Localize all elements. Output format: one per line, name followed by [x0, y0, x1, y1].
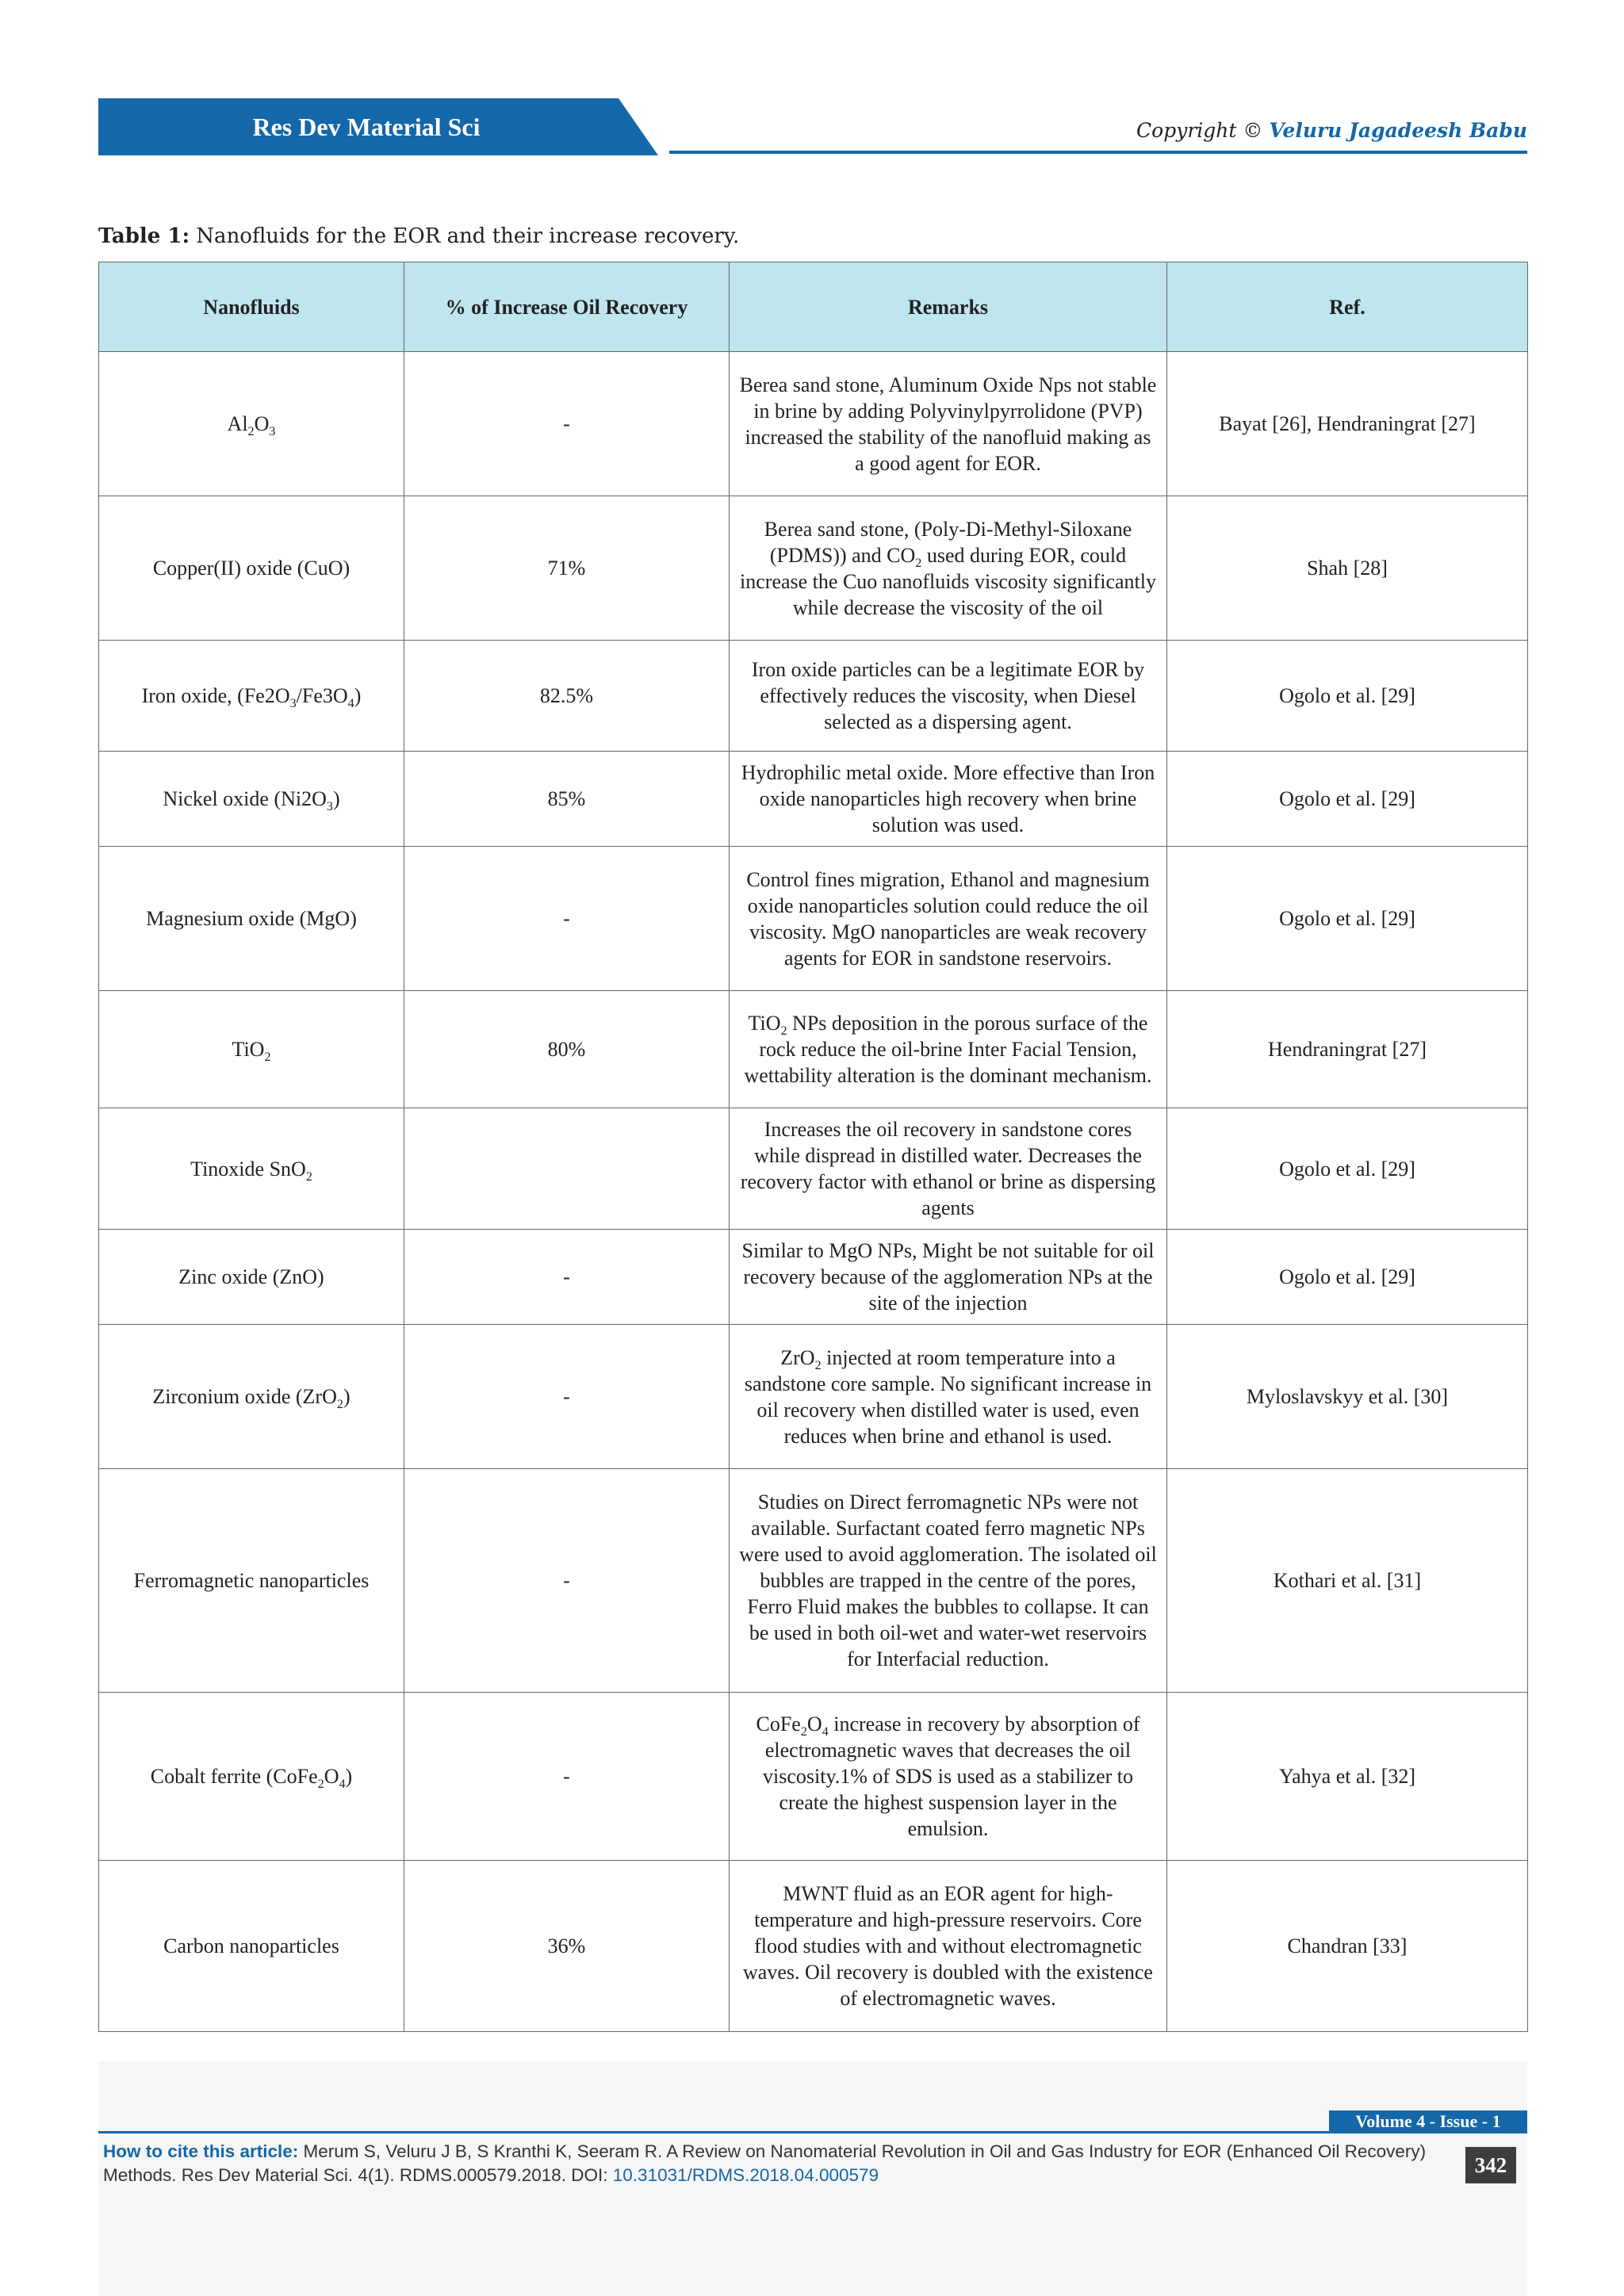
text-segment: Magnesium oxide (MgO)	[146, 907, 357, 930]
ref-cell	[1167, 1693, 1528, 1861]
table-caption	[98, 224, 739, 248]
subscript: 2	[915, 556, 922, 570]
table-row	[99, 752, 1528, 847]
copyright-prefix: Copyright ©	[1136, 119, 1270, 142]
cell-text: Hendraningrat [27]	[1268, 1038, 1427, 1061]
cell-text: Ogolo et al. [29]	[1279, 684, 1415, 707]
cell-text: -	[563, 907, 570, 930]
recovery-cell	[404, 991, 730, 1108]
subscript: 2	[780, 1024, 787, 1039]
nanofluids-table	[98, 262, 1528, 2032]
table-row	[99, 1230, 1528, 1325]
header-ref: Ref.	[1167, 262, 1528, 352]
recovery-cell	[404, 1693, 730, 1861]
nanofluid-cell	[99, 752, 404, 847]
text-segment: )	[354, 684, 362, 707]
text-segment: )	[345, 1765, 353, 1788]
remarks-cell	[730, 1469, 1167, 1693]
subscript: 2	[336, 1398, 343, 1412]
table-row	[99, 1325, 1528, 1469]
header-nanofluids: Nanofluids	[99, 262, 404, 352]
nanofluid-cell	[99, 496, 404, 641]
cell-text: -	[563, 1385, 570, 1408]
footer-rule	[98, 2131, 1527, 2133]
text-segment: Control fines migration, Ethanol and magnesium oxide nanoparticles solution could reduce the oil viscosity. MgO nanoparticles are weak recovery agents for EOR in sandstone reservoirs.	[746, 867, 1150, 970]
cell-text: -	[563, 412, 570, 435]
recovery-cell	[404, 1325, 730, 1469]
ref-cell	[1167, 1325, 1528, 1469]
text-segment: NPs deposition in the porous surface of the rock reduce the oil-brine Inter Facial Tension, wettability alteration is the dominant mechanism.	[744, 1012, 1152, 1087]
text-segment: Iron oxide, (Fe2O	[141, 684, 290, 707]
text-segment: increase in recovery by absorption of electromagnetic waves that decreases the oil viscosity.1% of SDS is used as a stabilizer to create the highest suspension layer in the emulsion.	[763, 1712, 1140, 1840]
remarks-cell	[730, 847, 1167, 991]
nanofluid-cell	[99, 1230, 404, 1325]
text-segment: ZrO	[780, 1345, 815, 1369]
text-segment: MWNT fluid as an EOR agent for high-temperature and high-pressure reservoirs. Core flood studies with and without electromagnetic waves. Oil recovery is doubled with the existence of electromagnetic waves.	[743, 1882, 1153, 2010]
cell-text: 36%	[547, 1934, 586, 1957]
caption-label: Table 1:	[98, 224, 190, 248]
nanofluid-cell	[99, 1861, 404, 2032]
subscript: 4	[347, 697, 354, 711]
ref-cell	[1167, 352, 1528, 496]
nanofluid-cell	[99, 1693, 404, 1861]
text-segment: Studies on Direct ferromagnetic NPs were not available. Surfactant coated ferro magnetic NPs were used to avoid agglomeration. The isolated oil bubbles are trapped in the centre of the pores, Ferro Fluid makes the bubbles to collapse. It can be used in both oil-wet and water-wet reservoirs for Interfacial reduction.	[739, 1490, 1157, 1670]
citation-text: Merum S, Veluru J B, S Kranthi K, Seeram R. A Review on Nanomaterial Revolution in Oil and Gas Industry for EOR (Enhanced Oil Recovery) Methods. Res Dev Material Sci. 4(1). RDMS.000579.2018. DOI:	[103, 2141, 1427, 2185]
nanofluid-cell	[99, 1325, 404, 1469]
table-header	[99, 262, 1528, 352]
text-segment: O	[324, 1765, 339, 1788]
text-segment: TiO	[232, 1038, 265, 1061]
ref-cell	[1167, 991, 1528, 1108]
header-recovery: % of Increase Oil Recovery	[404, 262, 730, 352]
nanofluid-cell	[99, 1469, 404, 1693]
cell-text: Chandran [33]	[1287, 1934, 1408, 1957]
remarks-cell	[730, 1693, 1167, 1861]
ref-cell	[1167, 641, 1528, 752]
recovery-cell	[404, 1108, 730, 1230]
subscript: 2	[317, 1777, 324, 1792]
text-segment: /Fe3O	[296, 684, 348, 707]
table-row	[99, 496, 1528, 641]
cell-text: Ogolo et al. [29]	[1279, 1157, 1415, 1181]
subscript: 3	[269, 425, 276, 439]
nanofluid-cell	[99, 641, 404, 752]
table-row	[99, 847, 1528, 991]
header-row	[99, 262, 1528, 352]
ref-cell	[1167, 496, 1528, 641]
recovery-cell	[404, 847, 730, 991]
text-segment: Hydrophilic metal oxide. More effective than Iron oxide nanoparticles high recovery when brine solution was used.	[741, 761, 1155, 836]
cell-text: -	[563, 1265, 570, 1288]
page-number: 342	[1465, 2147, 1516, 2183]
cell-text: 80%	[547, 1038, 586, 1061]
table-row	[99, 641, 1528, 752]
recovery-cell	[404, 1861, 730, 2032]
subscript: 3	[289, 697, 297, 711]
table-row	[99, 1108, 1528, 1230]
cell-text: 85%	[547, 787, 586, 810]
text-segment: Cobalt ferrite (CoFe	[150, 1765, 318, 1788]
recovery-cell	[404, 1469, 730, 1693]
recovery-cell	[404, 752, 730, 847]
recovery-cell	[404, 1230, 730, 1325]
subscript: 4	[339, 1777, 346, 1792]
header-rule	[669, 151, 1527, 154]
subscript: 2	[305, 1169, 312, 1184]
citation	[103, 2140, 1451, 2187]
remarks-cell	[730, 1861, 1167, 2032]
text-segment: O	[806, 1712, 822, 1735]
remarks-cell	[730, 1230, 1167, 1325]
remarks-cell	[730, 641, 1167, 752]
volume-badge: Volume 4 - Issue - 1	[1329, 2110, 1527, 2133]
ref-cell	[1167, 1230, 1528, 1325]
text-segment: )	[343, 1385, 350, 1408]
cell-text: -	[563, 1569, 570, 1592]
doi-link[interactable]: 10.31031/RDMS.2018.04.000579	[612, 2165, 879, 2185]
remarks-cell	[730, 991, 1167, 1108]
text-segment: Nickel oxide (Ni2O	[163, 787, 327, 810]
text-segment: used during EOR, could increase the Cuo nanofluids viscosity significantly while decrease the viscosity of the oil	[740, 543, 1156, 619]
cell-text: Ogolo et al. [29]	[1279, 907, 1415, 930]
subscript: 2	[814, 1358, 822, 1372]
text-segment: Similar to MgO NPs, Might be not suitable for oil recovery because of the agglomeration NPs at the site of the injection	[741, 1239, 1155, 1314]
text-segment: Al	[227, 412, 248, 435]
subscript: 2	[264, 1050, 271, 1065]
journal-name: Res Dev Material Sci	[252, 113, 481, 141]
remarks-cell	[730, 1325, 1167, 1469]
cell-text: Kothari et al. [31]	[1273, 1569, 1422, 1592]
ref-cell	[1167, 1108, 1528, 1230]
cell-text: Bayat [26], Hendraningrat [27]	[1219, 412, 1476, 435]
text-segment: injected at room temperature into a sandstone core sample. No significant increase in oil recovery when distilled water is used, even reduces when brine and ethanol is used.	[744, 1345, 1152, 1448]
table-row	[99, 1469, 1528, 1693]
copyright-line	[1136, 119, 1527, 142]
text-segment: Tinoxide SnO	[190, 1157, 306, 1181]
table-row	[99, 1861, 1528, 2032]
cell-text: -	[563, 1765, 570, 1788]
table-body	[99, 352, 1528, 2032]
citation-label: How to cite this article:	[103, 2141, 299, 2161]
text-segment: Iron oxide particles can be a legitimate EOR by effectively reduces the viscosity, when Diesel selected as a dispersing agent.	[751, 658, 1145, 733]
cell-text: Myloslavskyy et al. [30]	[1246, 1385, 1449, 1408]
cell-text: 71%	[547, 557, 586, 580]
cell-text: Ogolo et al. [29]	[1279, 1265, 1415, 1288]
text-segment: Berea sand stone, (Poly-Di-Methyl-Siloxane (PDMS)) and CO	[764, 517, 1132, 567]
text-segment: Copper(II) oxide (CuO)	[152, 557, 350, 580]
text-segment: Zirconium oxide (ZrO	[152, 1385, 337, 1408]
cell-text: Ogolo et al. [29]	[1279, 787, 1415, 810]
copyright-author: Veluru Jagadeesh Babu	[1269, 119, 1527, 142]
text-segment: Berea sand stone, Aluminum Oxide Nps not stable in brine by adding Polyvinylpyrrolidone (PVP) increased the stability of the nanofluid making as a good agent for EOR.	[739, 373, 1157, 475]
table-row	[99, 352, 1528, 496]
ref-cell	[1167, 1861, 1528, 2032]
ref-cell	[1167, 847, 1528, 991]
remarks-cell	[730, 752, 1167, 847]
recovery-cell	[404, 641, 730, 752]
text-segment: )	[332, 787, 340, 810]
ref-cell	[1167, 1469, 1528, 1693]
cell-text: Yahya et al. [32]	[1278, 1765, 1416, 1788]
text-segment: TiO	[748, 1012, 781, 1035]
nanofluid-cell	[99, 991, 404, 1108]
remarks-cell	[730, 352, 1167, 496]
recovery-cell	[404, 496, 730, 641]
nanofluid-cell	[99, 1108, 404, 1230]
cell-text: 82.5%	[539, 684, 594, 707]
text-segment: Ferromagnetic nanoparticles	[133, 1569, 370, 1592]
subscript: 4	[822, 1725, 829, 1739]
subscript: 3	[326, 800, 333, 814]
subscript: 2	[800, 1725, 807, 1739]
text-segment: CoFe	[756, 1712, 801, 1735]
table-row	[99, 1693, 1528, 1861]
recovery-cell	[404, 352, 730, 496]
nanofluid-cell	[99, 847, 404, 991]
text-segment: O	[254, 412, 270, 435]
text-segment: Zinc oxide (ZnO)	[178, 1265, 324, 1288]
subscript: 2	[247, 425, 255, 439]
remarks-cell	[730, 1108, 1167, 1230]
caption-text: Nanofluids for the EOR and their increase recovery.	[190, 224, 740, 248]
remarks-cell	[730, 496, 1167, 641]
table-row	[99, 991, 1528, 1108]
cell-text: Shah [28]	[1307, 557, 1388, 580]
text-segment: Carbon nanoparticles	[163, 1934, 339, 1957]
header-remarks: Remarks	[730, 262, 1167, 352]
nanofluid-cell	[99, 352, 404, 496]
text-segment: Increases the oil recovery in sandstone cores while dispread in distilled water. Decreases the recovery factor with ethanol or brine as dispersing agents	[740, 1118, 1156, 1219]
ref-cell	[1167, 752, 1528, 847]
